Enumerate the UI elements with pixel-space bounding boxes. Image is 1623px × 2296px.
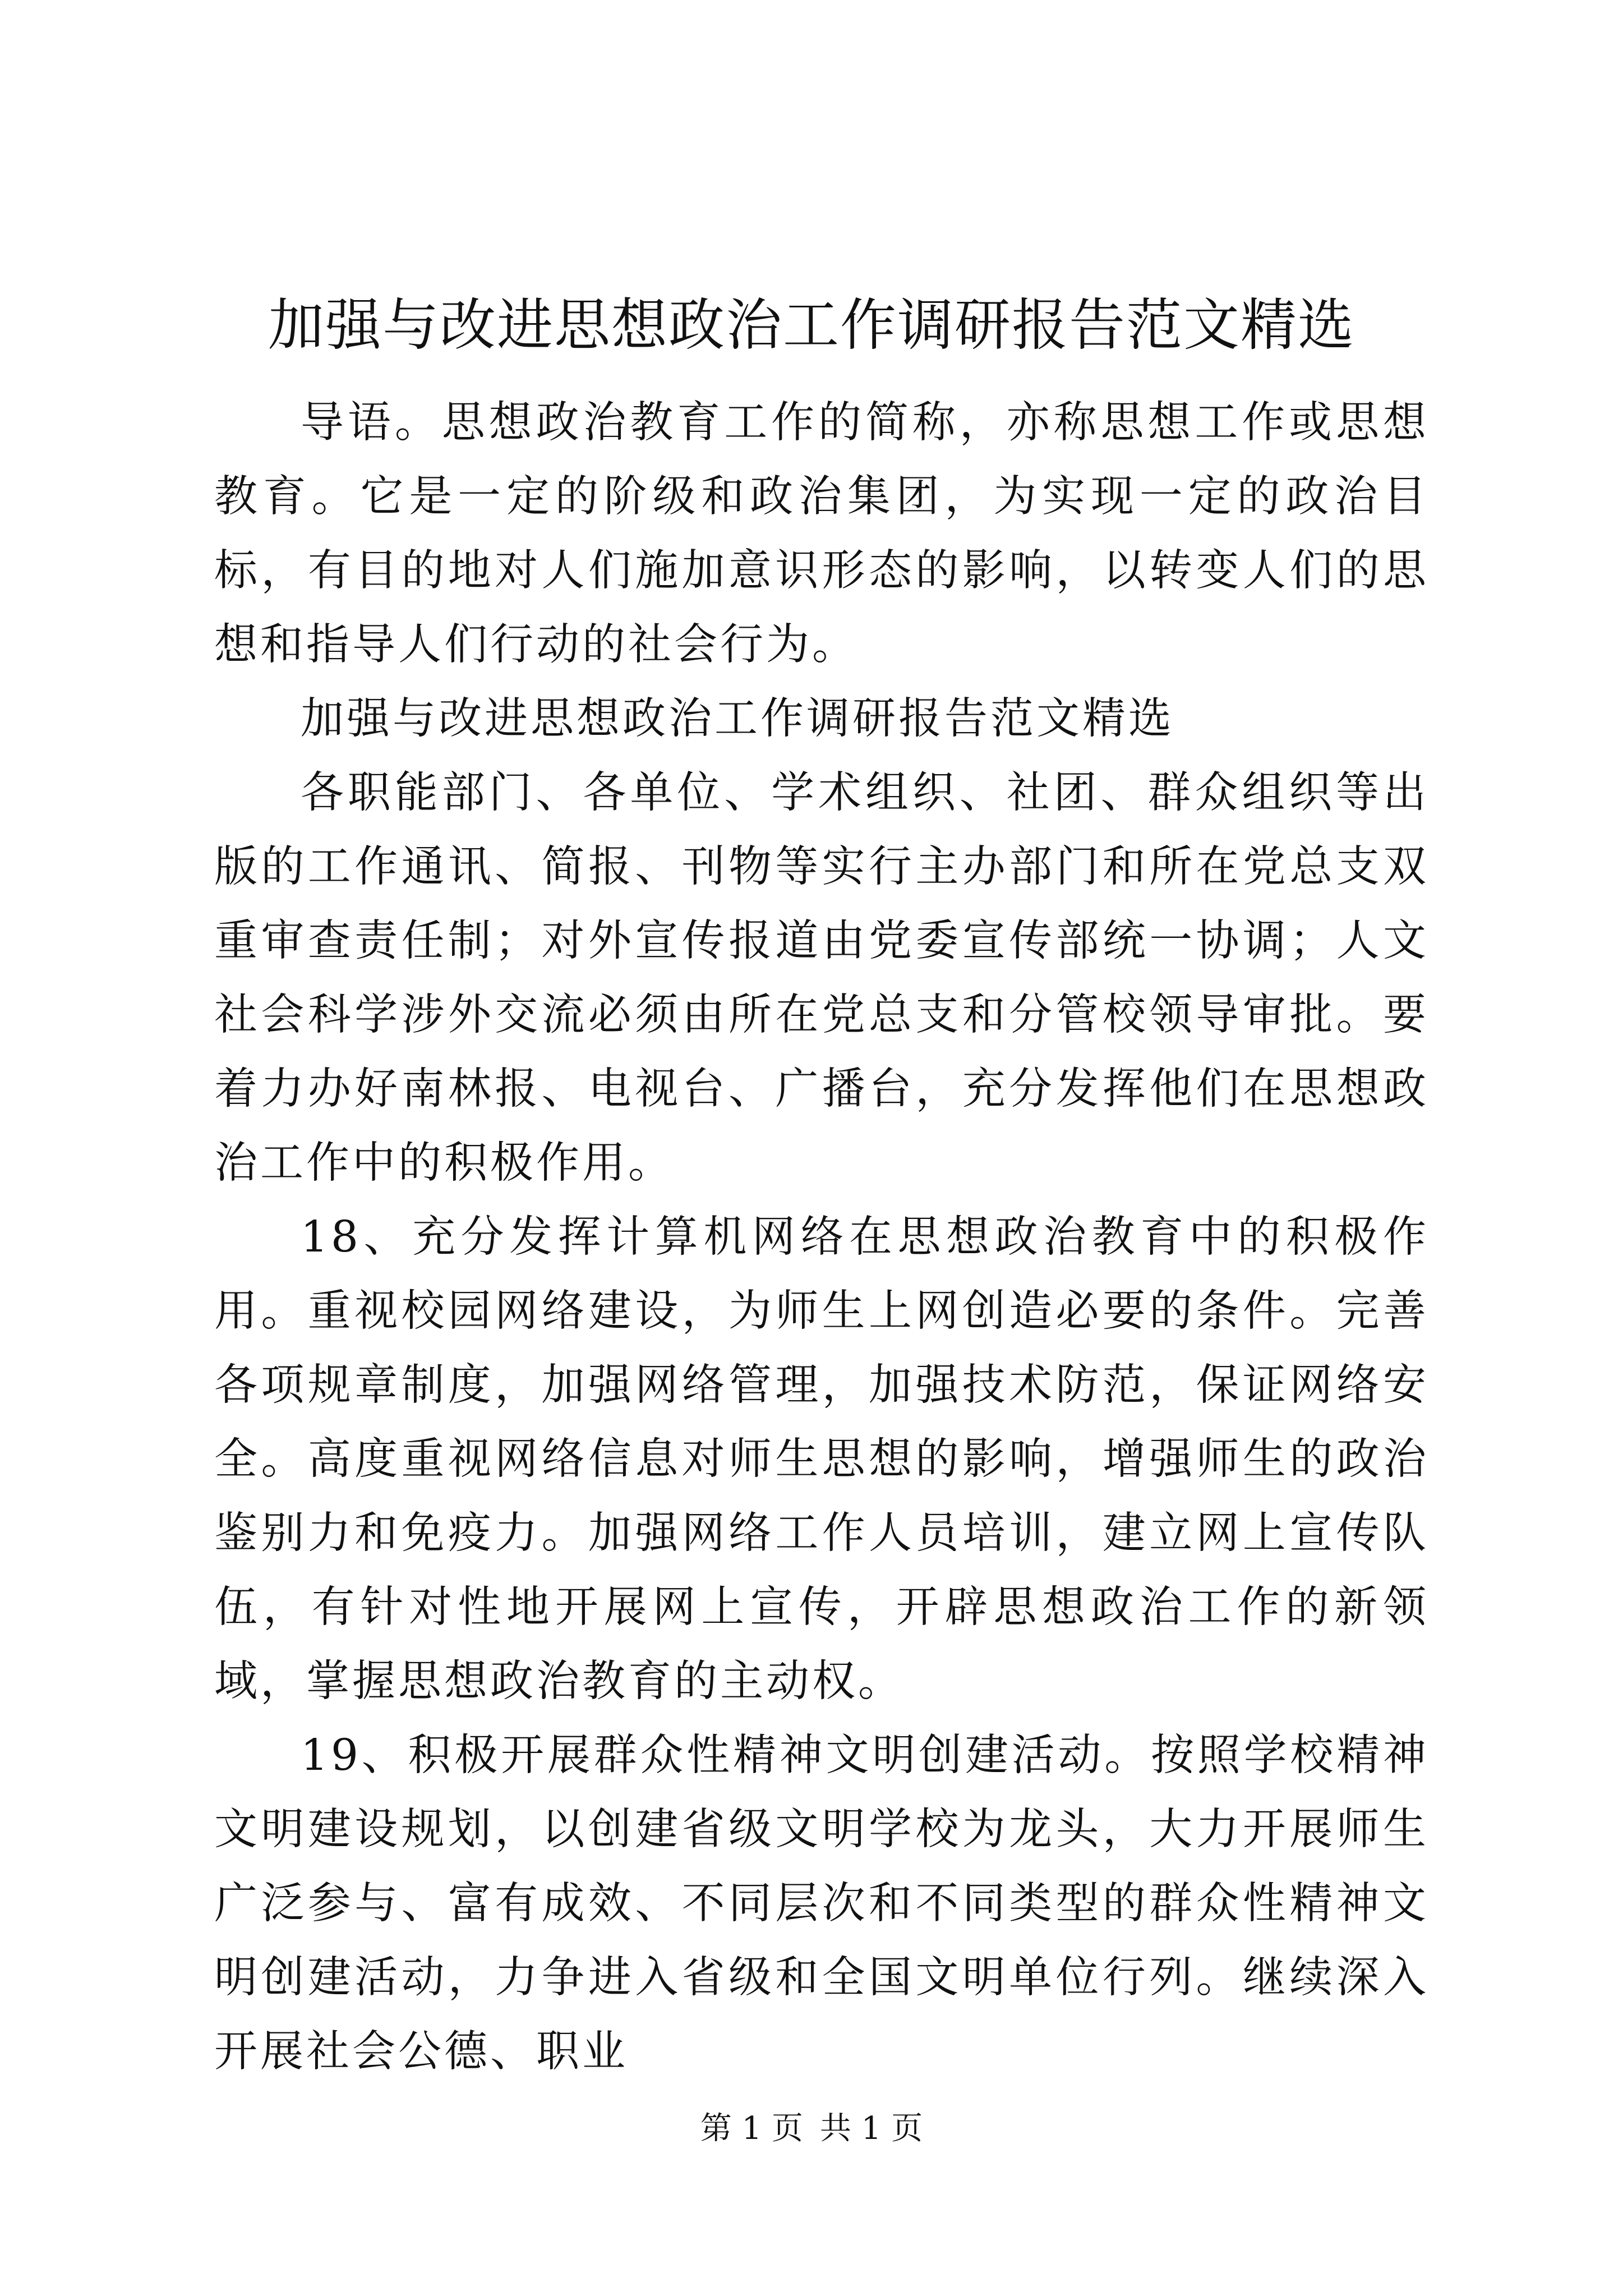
document-body bbox=[214, 386, 1429, 2089]
paragraph-subtitle: 加强与改进思想政治工作调研报告范文精选 bbox=[301, 694, 1174, 744]
page-number: 第 1 页 bbox=[700, 2110, 803, 2147]
paragraph-item-18: 18、充分发挥计算机网络在思想政治教育中的积极作用。重视校园网络建设，为师生上网创造必要的条件。完善各项规章制度，加强网络管理，加强技术防范，保证网络安全。高度重视网络信息对师生思想的影响，增强师生的政治鉴别力和免疫力。加强网络工作人员培训，建立网上宣传队伍，有针对性地开展网上宣传，开辟思想政治工作的新领域，掌握思想政治教育的主动权。 bbox=[214, 1212, 1429, 1706]
paragraph-intro: 导语。思想政治教育工作的简称，亦称思想工作或思想教育。它是一定的阶级和政治集团，为实现一定的政治目标，有目的地对人们施加意识形态的影响，以转变人们的思想和指导人们行动的社会行为。 bbox=[214, 398, 1429, 670]
page-total: 共 1 页 bbox=[820, 2110, 923, 2147]
paragraph-publications: 各职能部门、各单位、学术组织、社团、群众组织等出版的工作通讯、简报、刊物等实行主办部门和所在党总支双重审查责任制；对外宣传报道由党委宣传部统一协调；人文社会科学涉外交流必须由所在党总支和分管校领导审批。要着力办好南林报、电视台、广播台，充分发挥他们在思想政治工作中的积极作用。 bbox=[214, 768, 1429, 1188]
document-title: 加强与改进思想政治工作调研报告范文精选 bbox=[268, 292, 1355, 358]
paragraph-item-19: 19、积极开展群众性精神文明创建活动。按照学校精神文明建设规划，以创建省级文明学校为龙头，大力开展师生广泛参与、富有成效、不同层次和不同类型的群众性精神文明创建活动，力争进入省级和全国文明单位行列。继续深入开展社会公德、职业 bbox=[214, 1731, 1429, 2077]
page-footer bbox=[0, 2106, 1623, 2151]
